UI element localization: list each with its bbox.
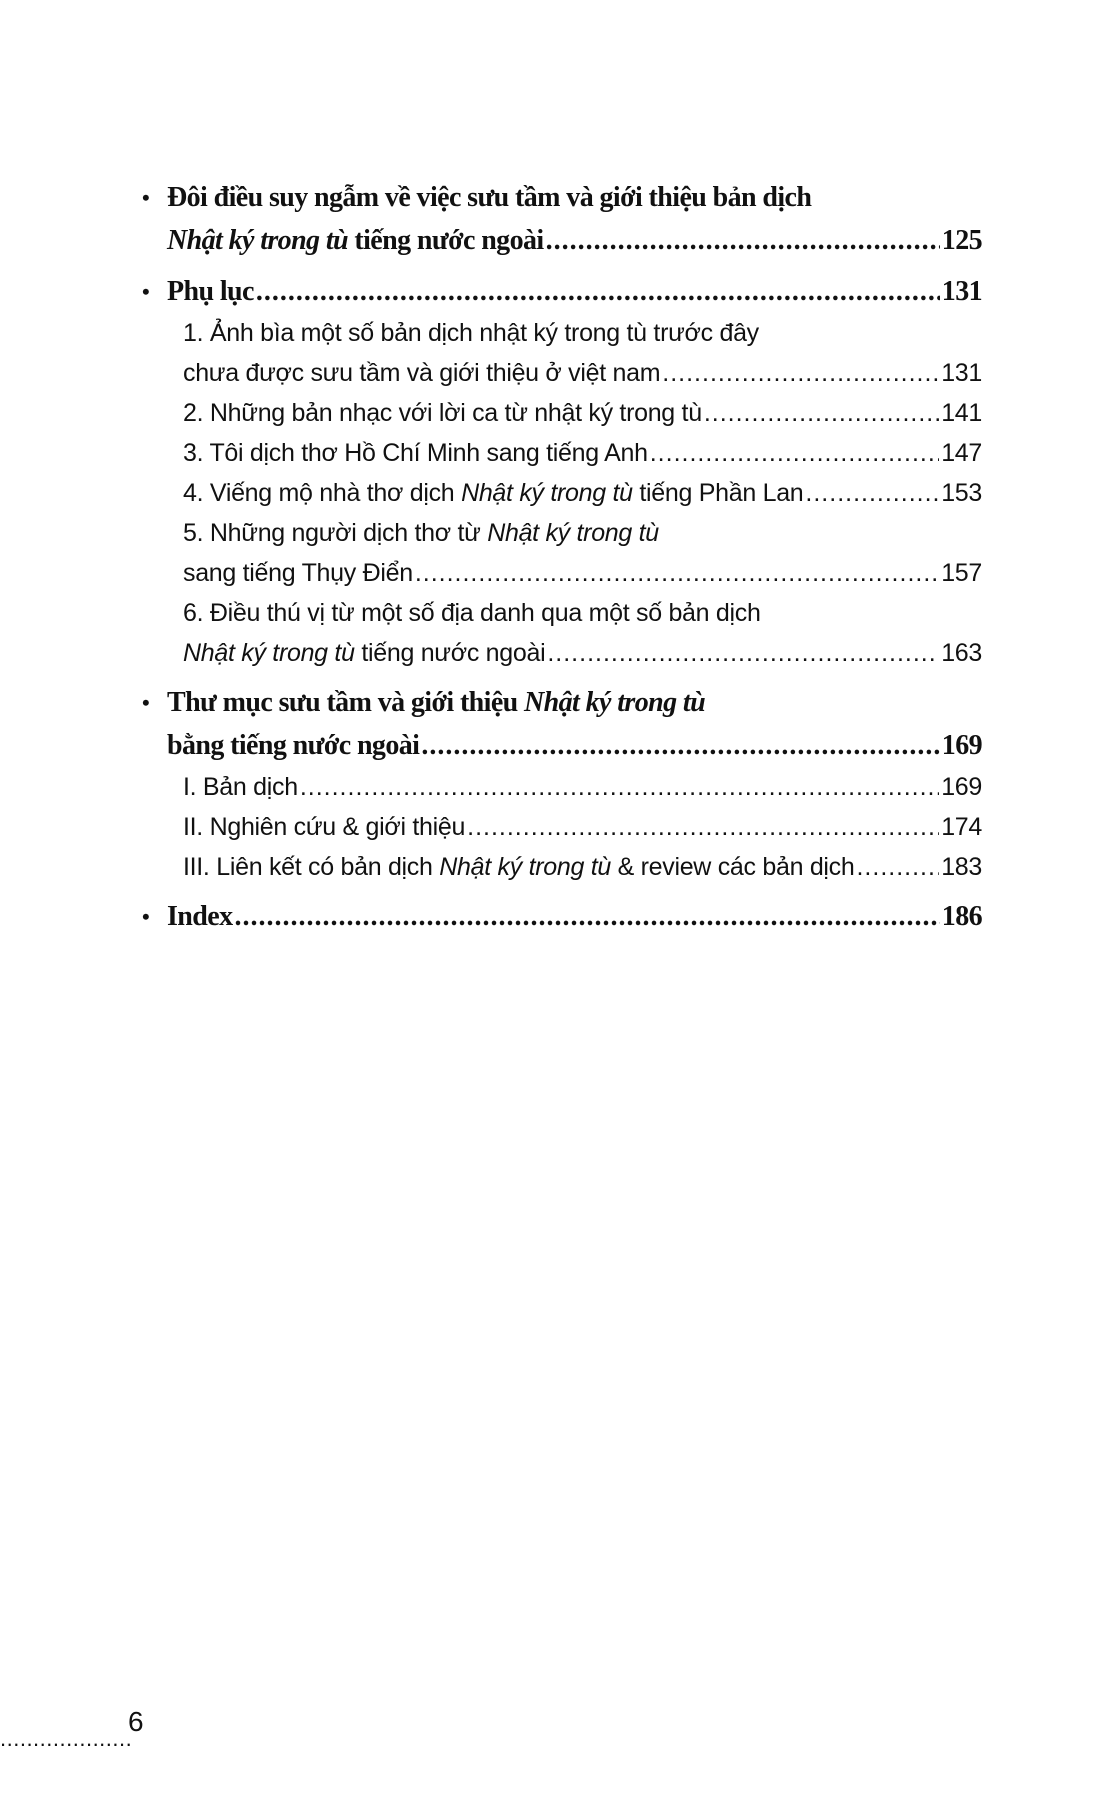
- dot-leader: [415, 553, 939, 593]
- italic-title: Nhật ký trong tù: [183, 639, 355, 667]
- page-number: 147: [941, 439, 982, 467]
- page-number: 174: [941, 813, 982, 841]
- toc-subentry-english-translation[interactable]: 3. Tôi dịch thơ Hồ Chí Minh sang tiếng Anh ..... 147: [140, 433, 982, 473]
- bullet-icon: •: [142, 904, 150, 929]
- toc-subentry-links-reviews[interactable]: III. Liên kết có bản dịch Nhật ký trong tù & review các bản dịch ..... 183: [140, 847, 982, 887]
- footer-page-number: 6: [128, 1706, 144, 1737]
- dot-leader: [650, 433, 939, 473]
- dot-leader: [256, 270, 940, 313]
- bullet-icon: •: [142, 279, 150, 304]
- table-of-contents: [140, 176, 982, 938]
- dot-leader: [300, 767, 939, 807]
- page-number: 157: [941, 559, 982, 587]
- dot-leader: [805, 473, 939, 513]
- toc-subentry-finnish-poet[interactable]: 4. Viếng mộ nhà thơ dịch Nhật ký trong tù tiếng Phần Lan ..... 153: [140, 473, 982, 513]
- toc-subentry-cover-images[interactable]: 1. Ảnh bìa một số bản dịch nhật ký trong tù trước đây chưa được sưu tầm và giới thiệu ở việt nam ..... 131: [140, 313, 982, 393]
- page-number: 163: [941, 639, 982, 667]
- toc-subentry-research[interactable]: II. Nghiên cứu & giới thiệu ..... 174: [140, 807, 982, 847]
- toc-entry-title-line1: Đôi điều suy ngẫm về việc sưu tầm và giới thiệu bản dịch: [167, 182, 812, 213]
- dot-leader: [234, 895, 939, 938]
- bullet-icon: •: [142, 690, 150, 715]
- toc-subentry-swedish-translators[interactable]: 5. Những người dịch thơ từ Nhật ký trong tù sang tiếng Thụy Điển ..... 157: [140, 513, 982, 593]
- page-number: 141: [941, 399, 982, 427]
- toc-entry-title: Phụ lục: [167, 276, 254, 307]
- page-number: 125: [941, 225, 982, 256]
- toc-entry-bibliography[interactable]: • Thư mục sưu tầm và giới thiệu Nhật ký trong tù bằng tiếng nước ngoài ..... 169: [140, 681, 982, 767]
- dot-leader: [662, 353, 939, 393]
- toc-entry-appendix[interactable]: [140, 270, 982, 313]
- toc-subentry-music[interactable]: 2. Những bản nhạc với lời ca từ nhật ký trong tù ..... 141: [140, 393, 982, 433]
- italic-title: Nhật ký trong tù: [167, 225, 348, 256]
- italic-title: Nhật ký trong tù: [439, 853, 611, 881]
- page-number: 153: [941, 479, 982, 507]
- bullet-icon: •: [142, 185, 150, 210]
- footer-dot-line: ....................: [0, 1726, 133, 1751]
- dot-leader: [421, 724, 939, 767]
- page-number: 131: [941, 276, 982, 307]
- page-number: 169: [941, 773, 982, 801]
- toc-entry-reflections[interactable]: • Đôi điều suy ngẫm về việc sưu tầm và giới thiệu bản dịch Nhật ký trong tù tiếng nước ngoài ..... 125: [140, 176, 982, 262]
- dot-leader: [856, 847, 939, 887]
- page-number: 183: [941, 853, 982, 881]
- toc-subentry-place-names[interactable]: 6. Điều thú vị từ một số địa danh qua một số bản dịch Nhật ký trong tù tiếng nước ngoài ..... 163: [140, 593, 982, 673]
- page-number: 131: [941, 359, 982, 387]
- toc-entry-index[interactable]: • Index ..... 186: [140, 895, 982, 938]
- toc-subentry-translations[interactable]: I. Bản dịch ..... 169: [140, 767, 982, 807]
- dot-leader: [546, 219, 940, 262]
- dot-leader: [467, 807, 939, 847]
- italic-title: Nhật ký trong tù: [487, 519, 659, 547]
- italic-title: Nhật ký trong tù: [524, 687, 706, 718]
- dot-leader: [547, 633, 939, 673]
- page-number: 186: [941, 901, 982, 932]
- italic-title: Nhật ký trong tù: [461, 479, 633, 507]
- page-number: 169: [941, 730, 982, 761]
- toc-subentry-line1: 1. Ảnh bìa một số bản dịch nhật ký trong tù trước đây: [183, 319, 759, 347]
- dot-leader: [704, 393, 939, 433]
